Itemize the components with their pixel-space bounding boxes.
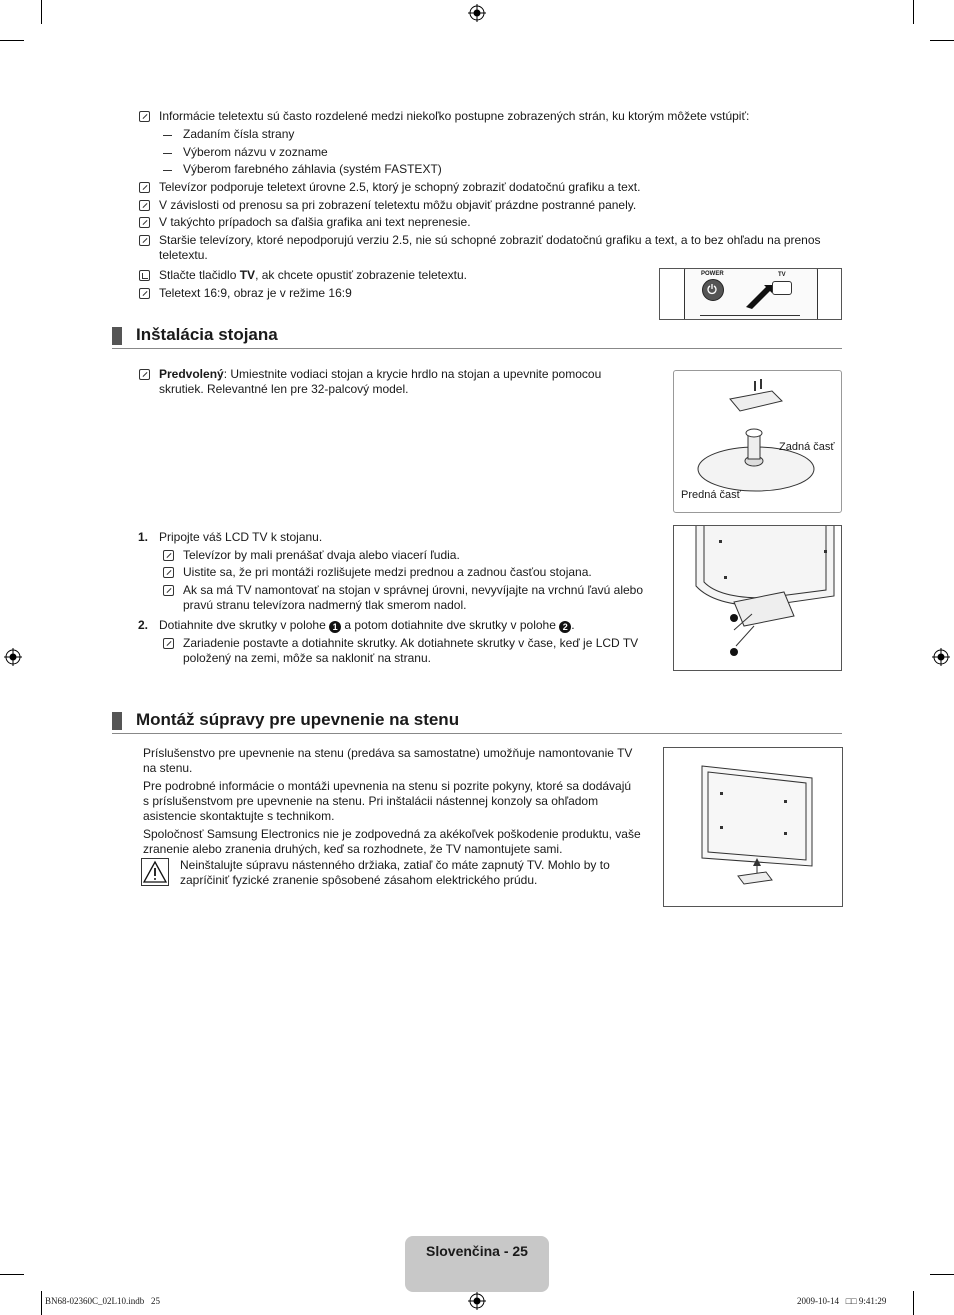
- list-item: Zadaním čísla strany: [183, 127, 295, 141]
- list-dash: [163, 153, 172, 154]
- section-heading-wall-mount: Montáž súpravy pre upevnenie na stenu: [136, 710, 460, 729]
- crop-mark: [0, 40, 24, 41]
- crop-mark: [930, 40, 954, 41]
- registration-mark-icon: [468, 1292, 486, 1310]
- note-text: Staršie televízory, ktoré nepodporujú verziu 2.5, nie sú schopné zobraziť dodatočnú grafiku a text, a to bez ohľadu na prenos: [159, 233, 821, 247]
- print-date-info: 2009-10-14 □□ 9:41:29: [797, 1296, 887, 1306]
- note-text: Teletext 16:9, obraz je v režime 16:9: [159, 286, 352, 300]
- step-text-part: Dotiahnite dve skrutky v polohe: [159, 618, 330, 632]
- list-item: Výberom farebného záhlavia (systém FASTEXT): [183, 162, 442, 176]
- paragraph-text: Príslušenstvo pre upevnenie na stenu (predáva sa samostatne) umožňuje namontovanie TV: [143, 746, 633, 760]
- paragraph-text: asistencie skontaktujte s technikom.: [143, 809, 335, 823]
- paragraph-text: Spoločnosť Samsung Electronics nie je zodpovedná za akékoľvek poškodenie produktu, vaše: [143, 827, 641, 841]
- paragraph-text: s príslušenstvom pre upevnenie na stenu. Pri inštalácii nástennej konzoly sa ohľadom: [143, 794, 599, 808]
- note-text: Uistite sa, že pri montáži rozlišujete medzi prednou a zadnou časťou stojana.: [183, 565, 592, 579]
- arrow-pointer-icon: [744, 283, 774, 309]
- remote-illustration: [659, 268, 842, 320]
- front-label: Predná časť: [681, 489, 741, 501]
- note-text: Televízor by mali prenášať dvaja alebo viacerí ľudia.: [183, 548, 460, 562]
- note-text: Informácie teletextu sú často rozdelené medzi niekoľko postupne zobrazených strán, ku ktorým môžete vstúpiť:: [159, 109, 750, 123]
- note-text: Televízor podporuje teletext úrovne 2.5, ktorý je schopný zobraziť dodatočnú grafiku a text.: [159, 180, 641, 194]
- note-icon: [139, 111, 150, 122]
- crop-mark: [0, 1274, 24, 1275]
- note-text: Zariadenie postavte a dotiahnite skrutky. Ak dotiahnete skrutky v čase, keď je LCD TV: [183, 636, 639, 650]
- registration-mark-icon: [468, 4, 486, 22]
- note-text: V takýchto prípadoch sa ďalšia grafika ani text neprenesie.: [159, 215, 471, 229]
- step-text: [159, 618, 575, 634]
- power-icon: [706, 283, 718, 295]
- note-text: Ak sa má TV namontovať na stojan v správnej úrovni, nevyvíjajte na vrchnú ľavú alebo: [183, 583, 644, 597]
- note-text: [159, 367, 601, 383]
- paragraph-text: Pre podrobné informácie o montáži upevnenia na stenu si pozrite pokyny, ktoré sa dodávajú: [143, 779, 632, 793]
- note-text-part: : Umiestnite vodiaci stojan a krycie hrdlo na stojan a upevnite pomocou: [223, 367, 602, 381]
- crop-mark: [913, 0, 914, 24]
- list-item: Výberom názvu v zozname: [183, 145, 328, 159]
- note-icon: [163, 567, 174, 578]
- step-text: Pripojte váš LCD TV k stojanu.: [159, 530, 323, 544]
- note-text: pravú stranu televízora nadmerný tlak smerom nadol.: [183, 598, 467, 612]
- tv-stand-screws-illustration: [673, 525, 842, 671]
- step-number: 1.: [138, 530, 149, 544]
- page-number-tab: [405, 1236, 549, 1292]
- crop-mark: [41, 0, 42, 24]
- crop-mark: [930, 1274, 954, 1275]
- position-2-badge: 2: [559, 621, 571, 633]
- print-file-info: BN68-02360C_02L10.indb 25: [45, 1296, 161, 1306]
- tv-button-name: TV: [239, 268, 256, 282]
- position-1-badge: 1: [329, 621, 341, 633]
- section-divider: [112, 348, 842, 349]
- tv-label: TV: [778, 272, 786, 278]
- crop-mark: [913, 1291, 914, 1315]
- note-text: skrutiek. Relevantné len pre 32-palcový model.: [159, 382, 409, 396]
- power-label: POWER: [701, 271, 724, 277]
- note-icon: [139, 235, 150, 246]
- note-icon: [139, 200, 150, 211]
- note-text-part: Stlačte tlačidlo: [159, 268, 240, 282]
- note-icon: [163, 585, 174, 596]
- warning-icon: [141, 858, 169, 886]
- remote-lower-buttons: [700, 315, 800, 320]
- section-heading-stand: Inštalácia stojana: [136, 325, 278, 344]
- tv-stand-drawing: [674, 526, 841, 670]
- step-text-part: a potom dotiahnite dve skrutky v polohe: [341, 618, 560, 632]
- warning-text: Neinštalujte súpravu nástenného držiaka, zatiaľ čo máte zapnutý TV. Mohlo by to: [180, 858, 610, 872]
- note-icon: [163, 550, 174, 561]
- list-dash: [163, 170, 172, 171]
- note-icon: [139, 217, 150, 228]
- note-text: položený na zemi, môže sa nakloniť na stranu.: [183, 651, 431, 665]
- wall-mount-drawing: [664, 748, 842, 906]
- paragraph-text: zranenie alebo zranenia druhých, keď sa rozhodnete, že TV namontujete sami.: [143, 842, 563, 856]
- registration-mark-icon: [4, 648, 22, 666]
- registration-mark-icon: [932, 648, 950, 666]
- page-number: Slovenčina - 25: [426, 1243, 528, 1259]
- note-text-part: , ak chcete opustiť zobrazenie teletextu.: [255, 268, 468, 282]
- list-dash: [163, 135, 172, 136]
- paragraph-text: na stenu.: [143, 761, 193, 775]
- note-icon: [163, 638, 174, 649]
- note-text: teletextu.: [159, 248, 208, 262]
- section-divider: [112, 733, 842, 734]
- section-marker: [112, 712, 122, 730]
- crop-mark: [41, 1291, 42, 1315]
- rear-label: Zadná časť: [779, 441, 835, 453]
- stand-illustration: [673, 370, 842, 513]
- preset-label: Predvolený: [159, 367, 224, 381]
- section-marker: [112, 327, 122, 345]
- tv-button: [772, 281, 792, 295]
- step-text-part: .: [571, 618, 575, 632]
- note-icon: [139, 369, 150, 380]
- step-number: 2.: [138, 618, 149, 632]
- note-text: V závislosti od prenosu sa pri zobrazení teletextu môžu objaviť prázdne postranné panely.: [159, 198, 637, 212]
- note-text: [159, 268, 467, 284]
- wall-mount-illustration: [663, 747, 843, 907]
- note-icon: [139, 288, 150, 299]
- button-note-icon: [139, 270, 150, 281]
- note-icon: [139, 182, 150, 193]
- warning-text: zapríčiniť fyzické zranenie spôsobené zásahom elektrického prúdu.: [180, 873, 538, 887]
